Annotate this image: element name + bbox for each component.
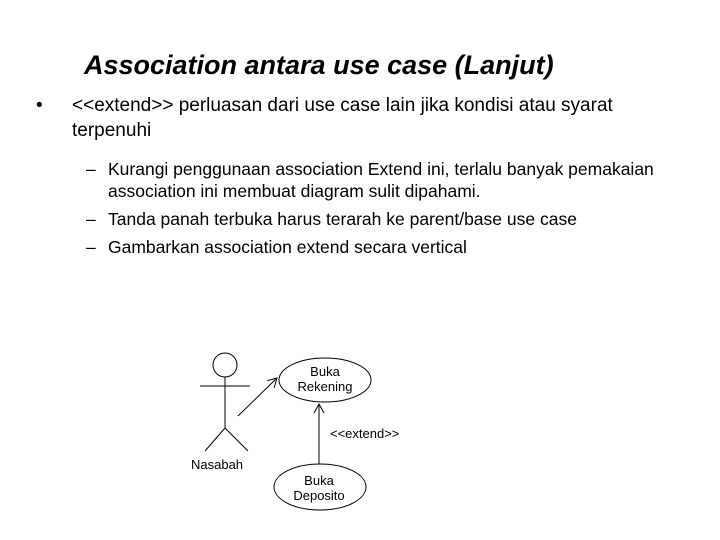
dash-marker: – — [86, 237, 96, 257]
bullet-marker: • — [36, 95, 43, 116]
dash-marker: – — [86, 209, 96, 229]
sub-bullet-item — [86, 208, 706, 230]
actor-stick-figure-icon — [200, 353, 250, 451]
extending-use-case-line1: Buka — [304, 473, 334, 488]
main-bullet-text: <<extend>> perluasan dari use case lain jika kondisi atau syarat terpenuhi — [72, 95, 613, 141]
extending-use-case-label — [276, 473, 362, 503]
actor-label: Nasabah — [191, 457, 244, 472]
sub-bullet-item — [86, 158, 706, 202]
actor-association-arrow — [238, 378, 277, 416]
extending-use-case-line2: Deposito — [293, 488, 345, 503]
sub-bullet-text: Tanda panah terbuka harus terarah ke parent/base use case — [108, 209, 577, 229]
base-use-case-label — [286, 364, 364, 394]
base-use-case-line1: Buka — [310, 364, 340, 379]
sub-bullet-text: Gambarkan association extend secara vertical — [108, 237, 467, 257]
sub-bullet-text: Kurangi penggunaan association Extend ini, terlalu banyak pemakaian association ini membuat diagram sulit dipahami. — [108, 159, 654, 201]
base-use-case-line2: Rekening — [297, 379, 353, 394]
dash-marker: – — [86, 159, 96, 179]
use-case-diagram — [180, 340, 440, 540]
sub-bullet-item — [86, 236, 706, 258]
main-bullet — [36, 93, 696, 143]
slide-title: Association antara use case (Lanjut) — [84, 50, 554, 80]
sub-bullet-list — [86, 158, 706, 264]
extend-stereotype-label: <<extend>> — [330, 426, 400, 441]
